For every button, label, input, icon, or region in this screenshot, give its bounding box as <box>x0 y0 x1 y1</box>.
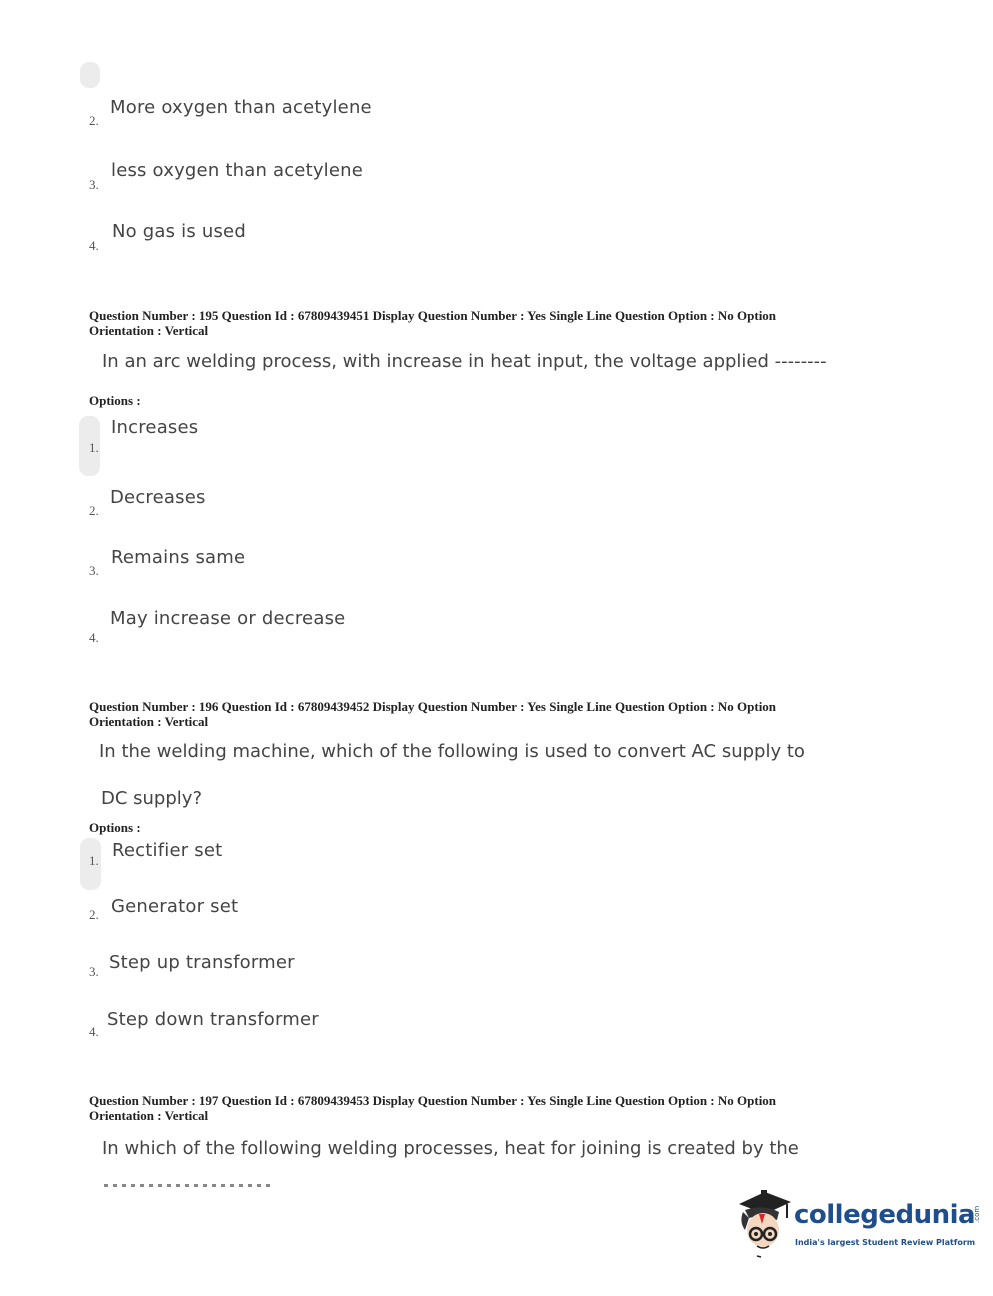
question-text: In the welding machine, which of the following is used to convert AC supply to <box>99 741 805 762</box>
question-meta-line: Orientation : Vertical <box>89 714 209 729</box>
option-text: less oxygen than acetylene <box>111 160 364 181</box>
option-number: 3. <box>89 563 99 578</box>
option-number: 2. <box>89 503 99 518</box>
question-text: In which of the following welding processes, heat for joining is created by the <box>102 1138 799 1159</box>
logo-wordmark: collegedunia <box>794 1200 976 1230</box>
option-text: Step down transformer <box>107 1009 319 1030</box>
option-text: Rectifier set <box>112 840 223 861</box>
option-number: 4. <box>89 238 99 253</box>
logo-suffix: .com <box>973 1205 982 1223</box>
options-label: Options : <box>89 393 141 408</box>
question-meta-line: Question Number : 197 Question Id : 67809439453 Display Question Number : Yes Single Line Question Option : No Option <box>89 1093 777 1108</box>
option-text: Remains same <box>111 547 246 568</box>
question-meta <box>89 699 879 729</box>
question-text: DC supply? <box>101 788 202 809</box>
options-label: Options : <box>89 820 141 835</box>
option-highlight-pill <box>80 62 100 88</box>
option-number: 2. <box>89 113 99 128</box>
option-text: May increase or decrease <box>110 608 346 629</box>
mascot-graduate-icon <box>735 1188 793 1258</box>
option-text: Decreases <box>110 487 206 508</box>
option-text: Increases <box>111 417 199 438</box>
option-text: No gas is used <box>112 221 246 242</box>
logo-tagline: India's largest Student Review Platform <box>795 1238 976 1247</box>
question-meta-line: Orientation : Vertical <box>89 323 209 338</box>
question-text: In an arc welding process, with increase in heat input, the voltage applied -------- <box>102 351 827 372</box>
question-meta-line: Orientation : Vertical <box>89 1108 209 1123</box>
collegedunia-logo <box>735 1188 982 1258</box>
option-number: 1. <box>89 440 99 455</box>
option-number: 3. <box>89 177 99 192</box>
option-number: 4. <box>89 1024 99 1039</box>
truncated-text-fragment <box>104 1184 272 1187</box>
option-number: 2. <box>89 907 99 922</box>
question-meta <box>89 1093 879 1123</box>
option-text: Generator set <box>111 896 239 917</box>
question-meta-line: Question Number : 195 Question Id : 67809439451 Display Question Number : Yes Single Line Question Option : No Option <box>89 308 777 323</box>
option-text: More oxygen than acetylene <box>110 97 372 118</box>
option-number: 1. <box>89 853 99 868</box>
option-text: Step up transformer <box>109 952 295 973</box>
question-meta <box>89 308 879 338</box>
option-number: 4. <box>89 630 99 645</box>
option-number: 3. <box>89 964 99 979</box>
question-meta-line: Question Number : 196 Question Id : 67809439452 Display Question Number : Yes Single Line Question Option : No Option <box>89 699 777 714</box>
